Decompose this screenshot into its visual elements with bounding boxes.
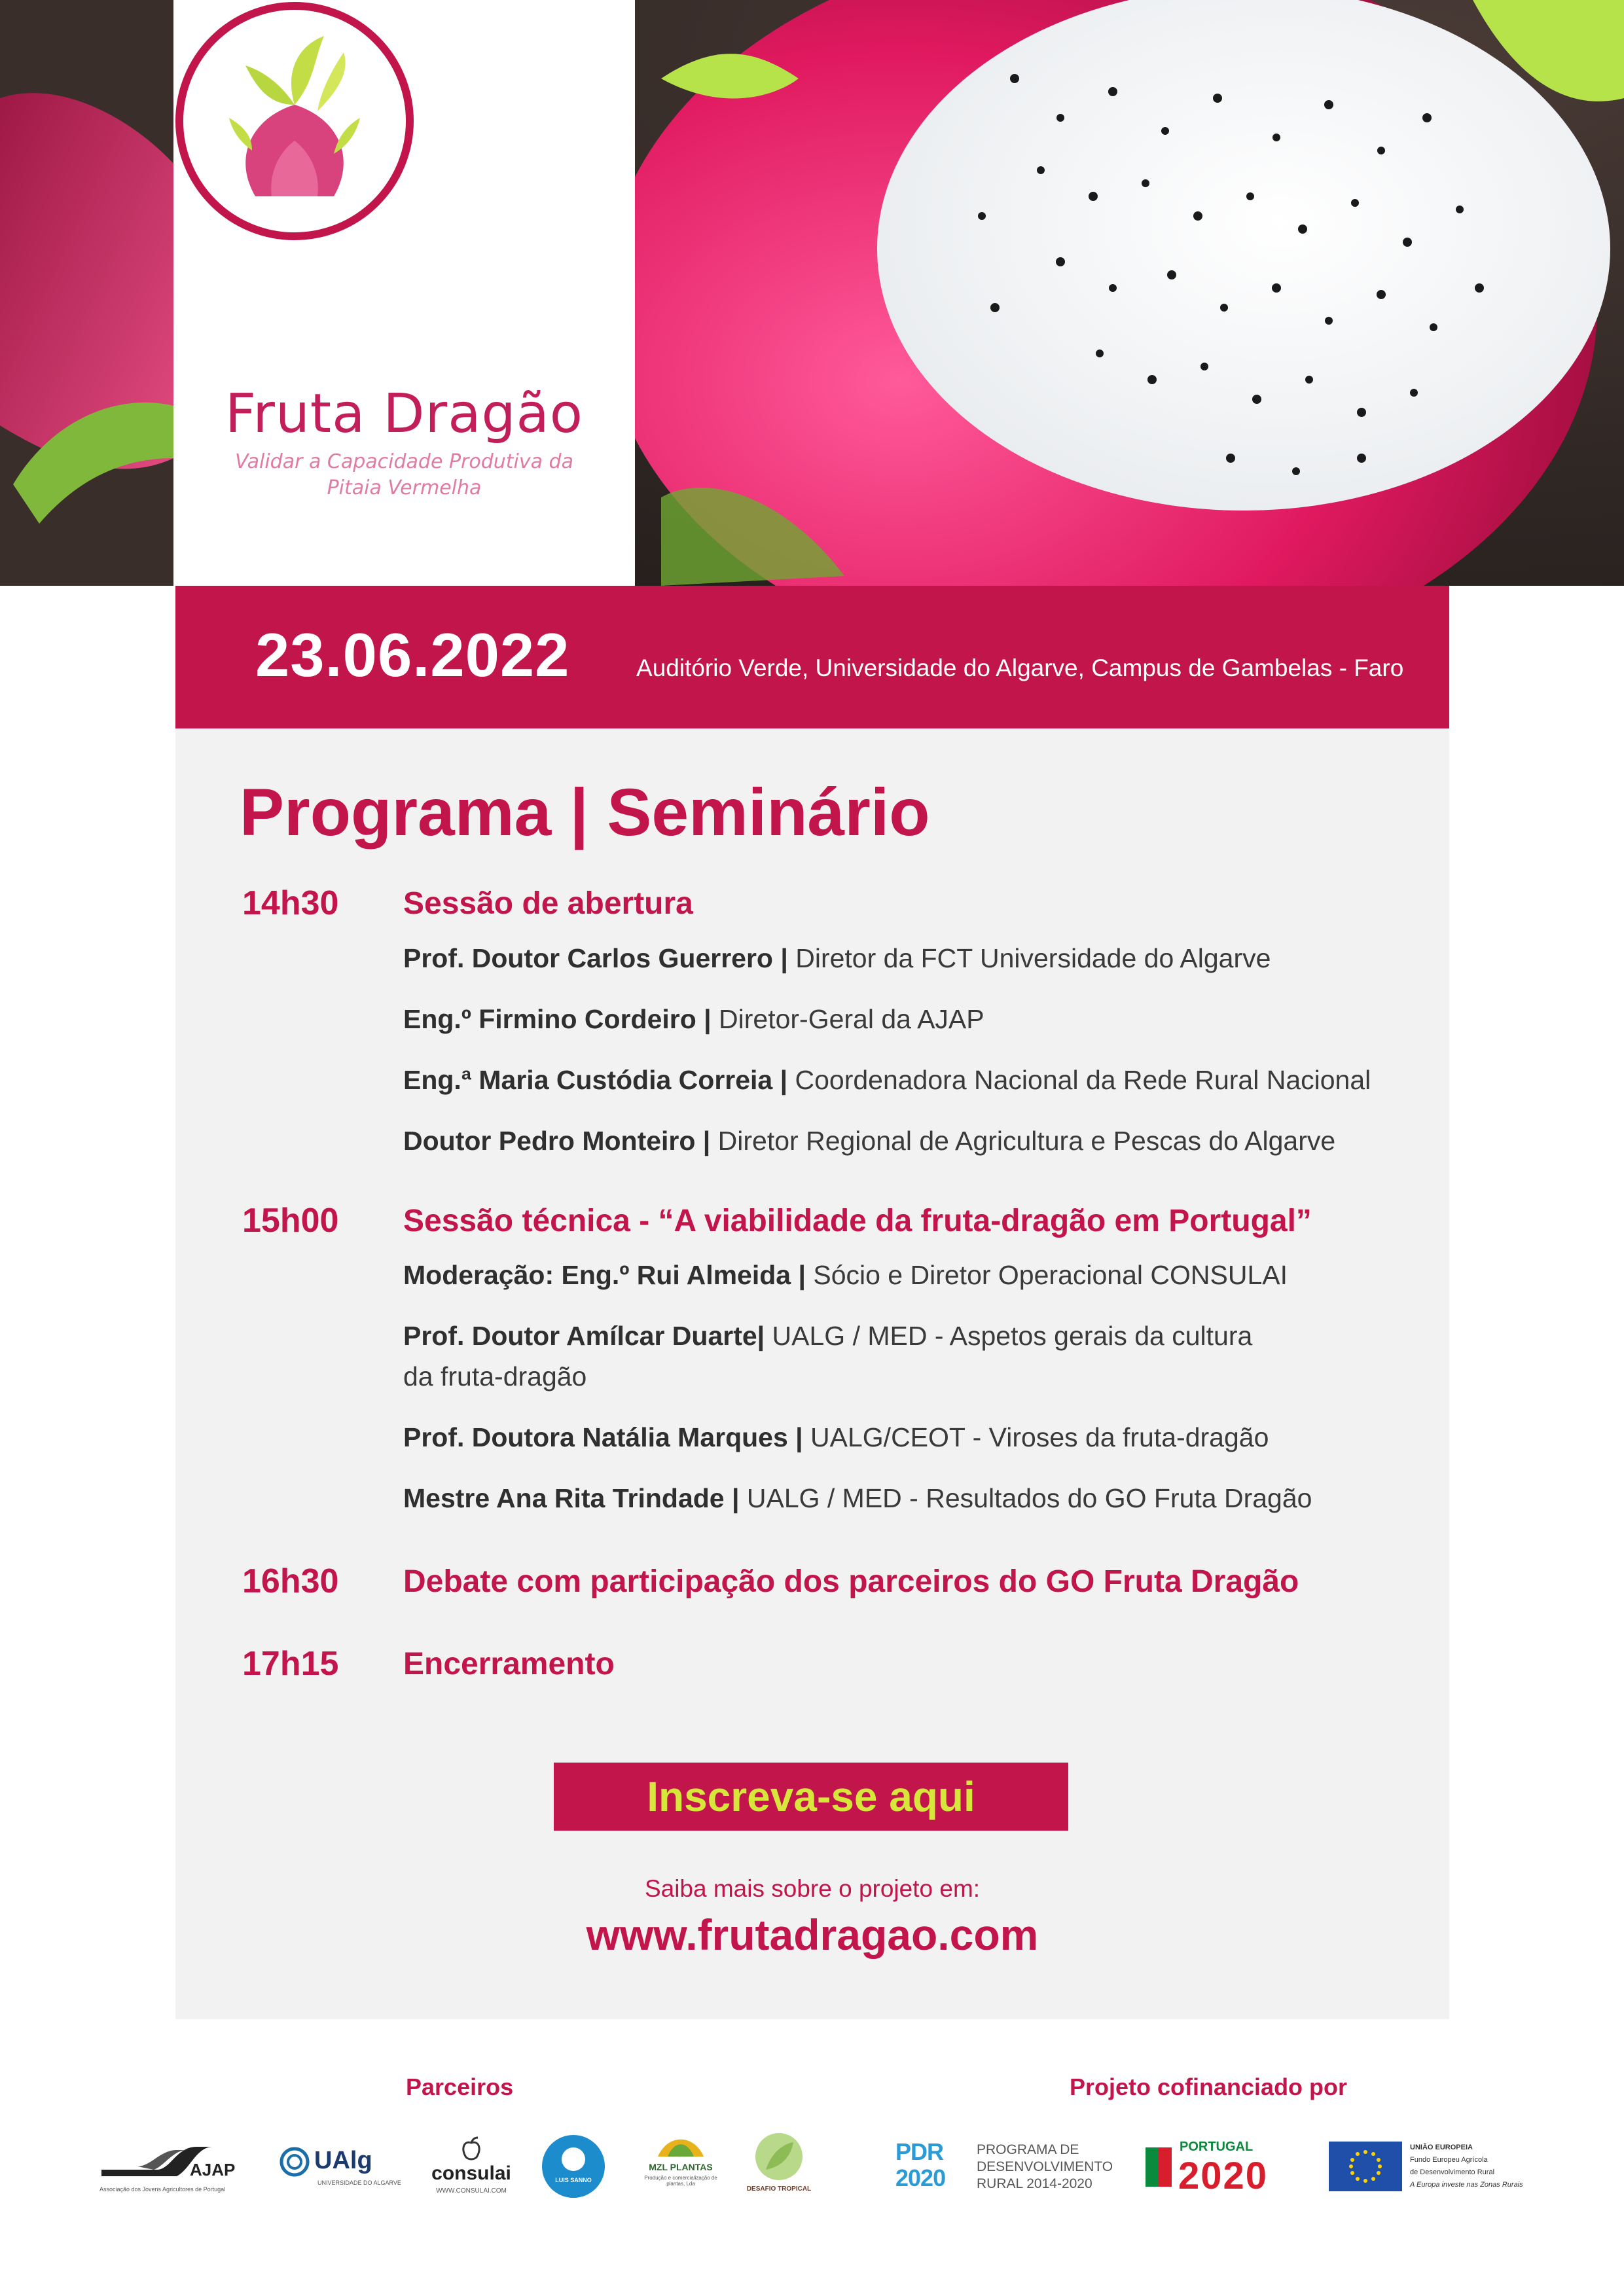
eu-feader-logo bbox=[1329, 2139, 1525, 2198]
pdr-text-line3: RURAL 2014-2020 bbox=[977, 2176, 1092, 2191]
eu-line3: de Desenvolvimento Rural bbox=[1410, 2168, 1495, 2176]
hero-image bbox=[0, 0, 1624, 586]
speaker-name: Eng.ª Maria Custódia Correia | bbox=[403, 1065, 788, 1095]
portugal-year: 2020 bbox=[1178, 2155, 1269, 2197]
leaf-icon bbox=[753, 2130, 805, 2183]
speaker-name: Prof. Doutora Natália Marques | bbox=[403, 1422, 803, 1452]
ualg-caption: UNIVERSIDADE DO ALGARVE bbox=[317, 2179, 401, 2186]
time-label: 17h15 bbox=[242, 1645, 339, 1683]
brand-subtitle: Validar a Capacidade Produtiva da bbox=[235, 450, 573, 473]
ualg-name: UAlg bbox=[314, 2147, 372, 2174]
speaker-name: Mestre Ana Rita Trindade | bbox=[403, 1483, 740, 1513]
ajap-logo bbox=[98, 2140, 245, 2199]
pdr2020-logo bbox=[895, 2139, 1118, 2198]
logo-panel bbox=[173, 0, 635, 586]
speaker-line bbox=[403, 1121, 1335, 1161]
face-icon bbox=[557, 2143, 590, 2176]
brand-subtitle-line2: Pitaia Vermelha bbox=[327, 476, 482, 499]
event-date: 23.06.2022 bbox=[255, 620, 570, 689]
speaker-role: UALG / MED - Aspetos gerais da cultura bbox=[765, 1321, 1253, 1351]
time-label: 16h30 bbox=[242, 1562, 339, 1600]
date-band bbox=[175, 586, 1449, 728]
consulai-caption: WWW.CONSULAI.COM bbox=[436, 2187, 507, 2195]
program-panel bbox=[175, 728, 1449, 2019]
speaker-line bbox=[403, 1255, 1288, 1295]
consulai-name: consulai bbox=[431, 2162, 511, 2184]
pdr-text bbox=[977, 2142, 1113, 2193]
session-title: Debate com participação dos parceiros do GO Fruta Dragão bbox=[403, 1564, 1299, 1599]
speaker-name: Doutor Pedro Monteiro | bbox=[403, 1126, 711, 1156]
session-title: Encerramento bbox=[403, 1647, 615, 1681]
pdr-text-line1: PROGRAMA DE bbox=[977, 2142, 1079, 2157]
pdr-text-line2: DESENVOLVIMENTO bbox=[977, 2159, 1113, 2174]
more-info-text: Saiba mais sobre o projeto em: bbox=[644, 1875, 981, 1902]
mzl-plantas-logo bbox=[641, 2130, 720, 2202]
program-title: Programa | Seminário bbox=[240, 775, 930, 850]
portugal-flag-icon bbox=[1139, 2141, 1176, 2193]
ajap-caption: Associação dos Jovens Agricultores de Portugal bbox=[99, 2186, 226, 2193]
cofunded-heading: Projeto cofinanciado por bbox=[1070, 2073, 1348, 2100]
speaker-name: Moderação: Eng.º Rui Almeida | bbox=[403, 1260, 806, 1290]
speaker-line bbox=[403, 1417, 1269, 1458]
eu-line2: Fundo Europeu Agrícola bbox=[1410, 2156, 1488, 2164]
mzl-plantas-name: MZL PLANTAS bbox=[649, 2162, 713, 2172]
sun-leaf-icon bbox=[655, 2130, 707, 2160]
speaker-role: UALG/CEOT - Viroses da fruta-dragão bbox=[803, 1422, 1269, 1452]
speaker-name: Prof. Doutor Amílcar Duarte| bbox=[403, 1321, 765, 1351]
project-url-link[interactable]: www.frutadragao.com bbox=[586, 1910, 1039, 1959]
mzl-plantas-caption: Produção e comercialização de plantas, Lda bbox=[644, 2175, 717, 2187]
time-label: 14h30 bbox=[242, 884, 339, 922]
brand-title: Fruta Dragão bbox=[225, 383, 583, 445]
time-label: 15h00 bbox=[242, 1202, 339, 1240]
speaker-role: Coordenadora Nacional da Rede Rural Nacional bbox=[787, 1065, 1371, 1095]
session-title: Sessão de abertura bbox=[403, 886, 693, 921]
eu-line1: UNIÃO EUROPEIA bbox=[1410, 2144, 1473, 2151]
luis-sanno-logo bbox=[542, 2135, 605, 2198]
session-title: Sessão técnica - “A viabilidade da fruta-dragão em Portugal” bbox=[403, 1204, 1312, 1238]
apple-icon bbox=[458, 2135, 484, 2161]
luis-sanno-name: LUIS SANNO bbox=[555, 2177, 592, 2183]
speaker-line bbox=[403, 999, 984, 1039]
speaker-role: Diretor-Geral da AJAP bbox=[711, 1004, 984, 1034]
ualg-swirl-icon bbox=[278, 2145, 311, 2178]
speaker-role: Sócio e Diretor Operacional CONSULAI bbox=[805, 1260, 1288, 1290]
speaker-name: Prof. Doutor Carlos Guerrero | bbox=[403, 943, 788, 973]
dragon-fruit-logo-icon bbox=[173, 0, 416, 242]
event-venue: Auditório Verde, Universidade do Algarve, Campus de Gambelas - Faro bbox=[636, 655, 1404, 681]
speaker-line bbox=[403, 1316, 1252, 1356]
speaker-line bbox=[403, 1060, 1371, 1100]
eu-flag-icon bbox=[1329, 2142, 1402, 2191]
ajap-name: AJAP bbox=[190, 2160, 236, 2179]
portugal-label: PORTUGAL bbox=[1180, 2140, 1254, 2154]
desafio-tropical-name: DESAFIO TROPICAL bbox=[746, 2185, 812, 2193]
pdr-mark: PDR 2020 bbox=[895, 2138, 946, 2191]
desafio-tropical-logo bbox=[743, 2130, 815, 2202]
speaker-role-continuation: da fruta-dragão bbox=[403, 1361, 587, 1391]
eu-text bbox=[1410, 2142, 1523, 2191]
speaker-name: Eng.º Firmino Cordeiro | bbox=[403, 1004, 712, 1034]
consulai-logo bbox=[429, 2135, 514, 2200]
eu-line4: A Europa investe nas Zonas Rurais bbox=[1410, 2181, 1523, 2189]
partners-heading: Parceiros bbox=[406, 2073, 514, 2100]
speaker-line bbox=[403, 1478, 1312, 1518]
portugal2020-logo bbox=[1139, 2137, 1303, 2202]
ualg-logo bbox=[278, 2140, 409, 2199]
speaker-line bbox=[403, 938, 1271, 978]
register-button[interactable]: Inscreva-se aqui bbox=[554, 1763, 1068, 1831]
speaker-role: Diretor Regional de Agricultura e Pescas do Algarve bbox=[710, 1126, 1336, 1156]
speaker-role: UALG / MED - Resultados do GO Fruta Dragão bbox=[739, 1483, 1312, 1513]
speaker-role: Diretor da FCT Universidade do Algarve bbox=[787, 943, 1271, 973]
